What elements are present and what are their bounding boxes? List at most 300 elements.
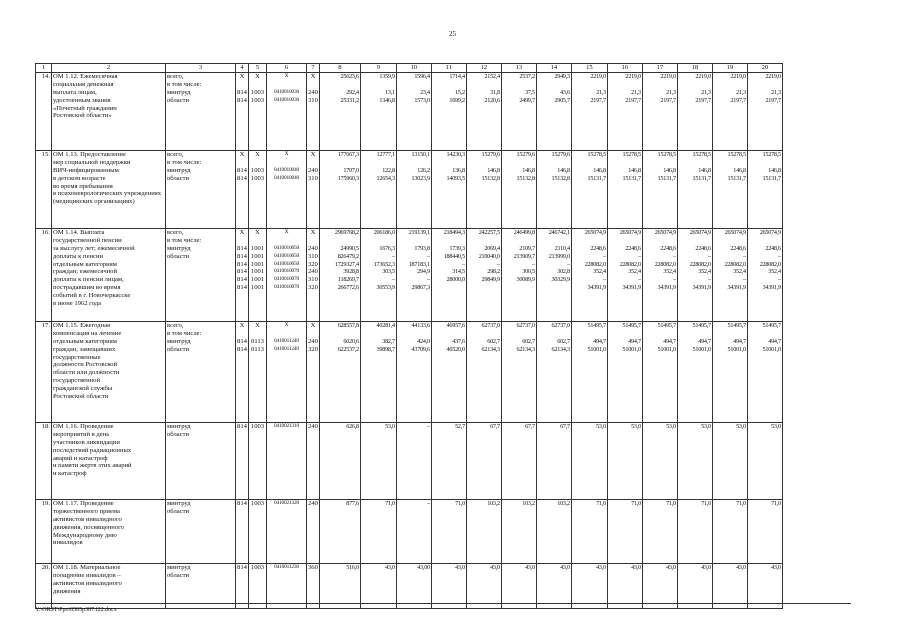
amount-value [468,572,500,580]
amount-value: 51495,7 [692,322,711,329]
amount-value: 43,00 [417,564,430,571]
title-line: отдельным категориям [53,260,117,268]
title-line: пострадавшим во время [53,284,121,292]
title-line: мероприятий в день [53,430,110,438]
amount-col-19 [712,500,747,564]
amount-value: 34391,9 [622,284,641,292]
amount-value: 51001,0 [762,345,781,353]
amount-value: 206186,0 [373,229,395,236]
amount-value: 30553,9 [376,284,395,292]
amount-value: 382,7 [382,337,395,345]
cell-c6: 0410010050 [274,244,299,251]
amount-value [538,81,570,89]
amount-value: 39898,7 [376,345,395,353]
cell-c7: 320 [308,284,318,292]
amount-value: 2197,7 [625,96,641,104]
amount-value: 15131,7 [762,174,781,182]
amount-col-12 [466,229,501,322]
amount-value: 122,8 [382,166,395,174]
title-line: Ростовской области [53,393,109,401]
amount-value: 187183,1 [408,260,430,268]
amount-value [679,508,711,516]
cell-c5: 1003 [250,174,265,182]
amount-value: – [708,276,711,284]
title-line: мер социальной поддержки [53,158,131,166]
budget-table [35,63,783,609]
amount-value: 34391,9 [657,284,676,292]
col-c3 [166,73,236,151]
cell-c3: минтруд [167,423,191,430]
amount-value: 25623,6 [340,73,359,80]
cell-c4: 814 [237,337,247,345]
amount-value [398,81,430,89]
row-number: 19. [36,500,52,564]
cell-c5: 1003 [250,423,265,430]
cell-c3 [167,261,234,269]
amount-value [609,237,641,245]
title-line: ОМ 1.15. Ежегодная [53,322,111,329]
header-cell: 7 [307,64,320,73]
amount-value: 2248,6 [765,244,781,252]
title-line: последствий радиационных [53,446,132,454]
amount-value [503,81,535,89]
title-line: ВИЧ-инфицированным [53,166,119,174]
amount-value [714,330,746,338]
amount-value: 228082,0 [689,260,711,268]
amount-value: 302,8 [557,268,570,276]
amount-value [644,237,676,245]
amount-value [538,159,570,167]
amount-value: 51495,7 [657,322,676,329]
amount-value: 602,7 [522,337,535,345]
amount-col-8 [319,423,360,500]
amount-value: 242257,5 [478,229,500,236]
cell-c7: 310 [308,96,318,104]
amount-value: 71,0 [701,500,711,507]
title-line: событий в г. Новочеркасске [53,292,131,300]
amount-col-8 [319,564,360,609]
cell-c4: 814 [237,88,247,96]
amount-value: 51001,0 [622,345,641,353]
amount-value: – [427,500,430,507]
row-title [52,151,166,229]
amount-col-14 [536,564,571,609]
amount-value [573,572,606,580]
amount-value: 52,7 [455,423,465,430]
amount-value: 53,0 [736,423,746,430]
cell-c6: 0410010030 [274,96,299,103]
cell-c3: в том числе: [167,329,202,337]
amount-value: 15278,5 [657,151,676,158]
amount-value: 21,3 [596,88,606,96]
amount-col-15 [571,500,607,564]
title-line: государственной пенсии [53,236,122,244]
amount-col-17 [642,229,677,322]
amount-value: 2197,7 [730,96,746,104]
amount-value: 62737,0 [551,322,570,329]
amount-value: 34391,9 [727,284,746,292]
header-cell: 5 [249,64,267,73]
cell-c7: 310 [308,174,318,182]
cell-c4: 814 [237,423,247,430]
amount-col-16 [607,73,642,151]
amount-value: 2197,7 [765,96,781,104]
amount-value: 43,0 [385,564,395,571]
amount-value: 146,8 [557,166,570,174]
amount-value: 15278,5 [587,151,606,158]
amount-value [321,508,359,516]
amount-value: – [743,252,746,260]
amount-value: 103,2 [487,500,500,507]
header-cell: 3 [166,64,236,73]
amount-value [321,81,359,89]
amount-value [362,431,395,439]
amount-value: 2969768,2 [334,229,359,236]
col-c3 [166,564,236,609]
amount-value [468,508,500,516]
row-title [52,500,166,564]
amount-value: 31,8 [490,88,500,96]
amount-value: 146,8 [733,166,746,174]
cell-c5: X [255,229,260,236]
amount-value [503,431,535,439]
cell-c3: минтруд [167,500,191,507]
amount-value: 15131,7 [727,174,746,182]
cell-c5: X [255,322,260,329]
amount-value: – [427,423,430,430]
cell-c5: X [255,151,260,158]
cell-c7: X [310,151,316,158]
amount-value [714,572,746,580]
cell-c4 [237,508,247,516]
amount-value: 265074,9 [619,229,641,236]
cell-c7: 320 [308,345,318,353]
amount-value [749,81,781,89]
cell-c7: 240 [308,423,318,430]
amount-value: 228082,0 [759,260,781,268]
amount-value [573,508,606,516]
amount-value [503,330,535,338]
amount-value [321,431,359,439]
cell-c7: 310 [308,252,318,260]
amount-col-12 [466,423,501,500]
title-line: за выслугу лет; ежемесячной [53,244,135,252]
col-c7 [307,322,320,423]
cell-c4: 814 [237,96,247,104]
amount-value: 2219,0 [695,73,711,80]
amount-col-12 [466,73,501,151]
amount-value: – [603,276,606,284]
amount-col-17 [642,73,677,151]
amount-value: 34391,9 [692,284,711,292]
amount-value: 12777,1 [376,151,395,158]
amount-value: 228082,0 [619,260,641,268]
amount-value: 15278,5 [762,151,781,158]
cell-c7 [308,572,318,580]
amount-value: 15279,6 [481,151,500,158]
amount-col-14 [536,73,571,151]
amount-value [679,81,711,89]
title-line: «Почетный гражданин [53,104,117,112]
cell-c4: 814 [237,166,247,174]
amount-value [538,284,570,292]
header-cell: 1 [36,64,52,73]
amount-value: 51001,0 [587,345,606,353]
amount-col-14 [536,423,571,500]
col-c5 [249,229,267,322]
amount-value: 136,8 [452,166,465,174]
title-line: отдельным категориям [53,337,117,345]
row-number: 18. [36,423,52,500]
header-cell: 13 [501,64,536,73]
cell-c3: области [167,174,190,182]
amount-col-16 [607,564,642,609]
header-cell: 10 [396,64,431,73]
amount-value: 15278,5 [692,151,711,158]
cell-c4: 814 [237,268,247,276]
cell-c3: минтруд [167,166,191,174]
amount-value: 352,4 [663,268,676,276]
amount-value [749,330,781,338]
cell-c6: 0410021320 [274,500,299,506]
amount-value: 15,2 [455,88,465,96]
title-line: ОМ 1.12. Ежемесячная [53,73,118,80]
amount-value: – [427,252,430,260]
amount-value: 602,7 [487,337,500,345]
amount-value: 1346,8 [379,96,395,104]
amount-value: 266772,6 [337,284,359,292]
amount-value: 2248,6 [660,244,676,252]
amount-value [609,159,641,167]
col-c5 [249,423,267,500]
cell-c5: 1003 [250,96,265,104]
amount-value: 2152,4 [484,73,500,80]
amount-value: 43,0 [771,564,781,571]
header-cell: 15 [571,64,607,73]
amount-value: 877,6 [346,500,359,507]
amount-value: 2499,7 [519,96,535,104]
amount-value: 51001,0 [657,345,676,353]
amount-value: 1699,2 [449,96,465,104]
amount-col-10 [396,229,431,322]
amount-value [503,508,535,516]
cell-c6: 0410021310 [274,423,299,429]
header-cell: 8 [319,64,360,73]
amount-value: 1729327,4 [334,260,359,268]
header-cell: 4 [236,64,249,73]
amount-value: 146,8 [663,166,676,174]
amount-col-12 [466,322,501,423]
col-c5 [249,564,267,609]
amount-value: 71,0 [385,500,395,507]
table-row [36,322,783,423]
amount-value: 2248,6 [695,244,711,252]
amount-value: – [673,252,676,260]
amount-value: 3928,8 [343,268,359,276]
amount-value: 25331,2 [340,96,359,104]
cell-c7: X [310,73,316,80]
col-c6 [267,73,307,151]
title-line: доплаты к пенсии [53,252,104,260]
amount-col-11 [431,151,466,229]
amount-col-9 [360,151,396,229]
amount-value: – [708,252,711,260]
col-c6 [267,151,307,229]
amount-col-20 [747,564,782,609]
amount-col-12 [466,564,501,609]
cell-c3: области [167,430,190,438]
amount-value [714,431,746,439]
amount-col-10 [396,73,431,151]
amount-value: 146,8 [768,166,781,174]
table-row [36,151,783,229]
cell-c5: 1001 [250,252,265,260]
amount-value: 43,0 [560,564,570,571]
amount-value: 51001,0 [727,345,746,353]
amount-value: 43,0 [666,564,676,571]
cell-c3: области [167,571,190,579]
amount-value [749,431,781,439]
amount-col-19 [712,229,747,322]
amount-col-8 [319,229,360,322]
amount-value: 62134,3 [516,345,535,353]
title-line: Ростовской области» [53,112,112,120]
title-line: ОМ 1.13. Предоставление [53,151,126,158]
amount-col-18 [677,500,712,564]
amount-col-19 [712,73,747,151]
amount-value [573,330,606,338]
amount-value: 298,2 [487,268,500,276]
title-line: социальная денежная [53,80,114,88]
amount-value: 51495,7 [587,322,606,329]
amount-value: 15131,7 [587,174,606,182]
row-number: 16. [36,229,52,322]
cell-c7 [308,237,318,245]
amount-value: 15131,7 [657,174,676,182]
amount-value [679,237,711,245]
cell-c3: в том числе: [167,236,202,244]
amount-value: 294,9 [417,268,430,276]
amount-value: 15131,7 [622,174,641,182]
cell-c3: всего, [167,73,184,80]
amount-value: 46520,0 [446,345,465,353]
amount-col-19 [712,151,747,229]
cell-c3: в том числе: [167,158,202,166]
amount-value: – [392,252,395,260]
amount-value: 51495,7 [727,322,746,329]
amount-value: 424,0 [417,337,430,345]
title-line: движения, посвященного [53,523,124,531]
amount-col-9 [360,322,396,423]
amount-col-20 [747,73,782,151]
cell-c6: 0410011230 [274,564,299,570]
header-cell: 14 [536,64,571,73]
col-c6 [267,500,307,564]
amount-value [644,159,676,167]
row-number: 17. [36,322,52,423]
col-c6 [267,564,307,609]
col-c3 [166,229,236,322]
cell-c5: 1003 [250,166,265,174]
cell-c6: X [284,229,289,235]
amount-value [398,330,430,338]
amount-value: 21,3 [701,88,711,96]
header-row [36,64,783,73]
amount-col-13 [501,500,536,564]
amount-value: 352,4 [593,268,606,276]
cell-c4: 814 [237,564,247,571]
cell-c7: 240 [308,244,318,252]
amount-value [749,237,781,245]
amount-value: 71,0 [596,500,606,507]
amount-value: 15279,6 [551,151,570,158]
table-row [36,423,783,500]
cell-c6: 0410010070 [274,268,299,275]
amount-value [433,284,465,292]
amount-value: 67,7 [560,423,570,430]
amount-col-11 [431,500,466,564]
amount-value: 303,5 [382,268,395,276]
amount-value: 188440,5 [443,252,465,260]
amount-value [468,284,500,292]
amount-value [433,159,465,167]
amount-value [714,159,746,167]
cell-c5 [250,508,265,516]
amount-value: 1676,3 [379,244,395,252]
amount-col-18 [677,423,712,500]
amount-value: 6020,6 [343,337,359,345]
table-row [36,564,783,609]
cell-c3: области [167,507,190,515]
amount-value: 40281,4 [376,322,395,329]
cell-c7: X [310,229,316,236]
amount-value: 146,8 [487,166,500,174]
amount-value: 71,0 [455,500,465,507]
row-title [52,564,166,609]
amount-value [749,572,781,580]
col-c3 [166,423,236,500]
title-line: движения [53,587,81,595]
amount-value [749,159,781,167]
col-c7 [307,229,320,322]
amount-value: 30329,9 [551,276,570,284]
amount-value [573,237,606,245]
amount-value: 29867,3 [411,284,430,292]
amount-value: 15132,8 [551,174,570,182]
title-line: и катастроф [53,470,87,478]
title-line: в психоневрологических учреждениях [53,190,162,198]
amount-value: 62737,0 [481,322,500,329]
amount-value: 494,7 [698,337,711,345]
amount-value: 2248,6 [730,244,746,252]
amount-value: 43,0 [455,564,465,571]
cell-c5 [250,237,265,245]
page-number: 25 [449,30,456,38]
amount-value: 13023,9 [411,174,430,182]
amount-value: – [567,260,570,268]
amount-col-14 [536,229,571,322]
amount-value: 2197,7 [660,96,676,104]
amount-value: 12654,3 [376,174,395,182]
cell-c3: области [167,96,190,104]
amount-col-17 [642,500,677,564]
amount-value: 228082,0 [724,260,746,268]
cell-c3 [167,284,234,292]
amount-value: 622537,2 [337,345,359,353]
amount-col-16 [607,423,642,500]
amount-value: – [638,276,641,284]
cell-c7: 360 [308,564,318,571]
